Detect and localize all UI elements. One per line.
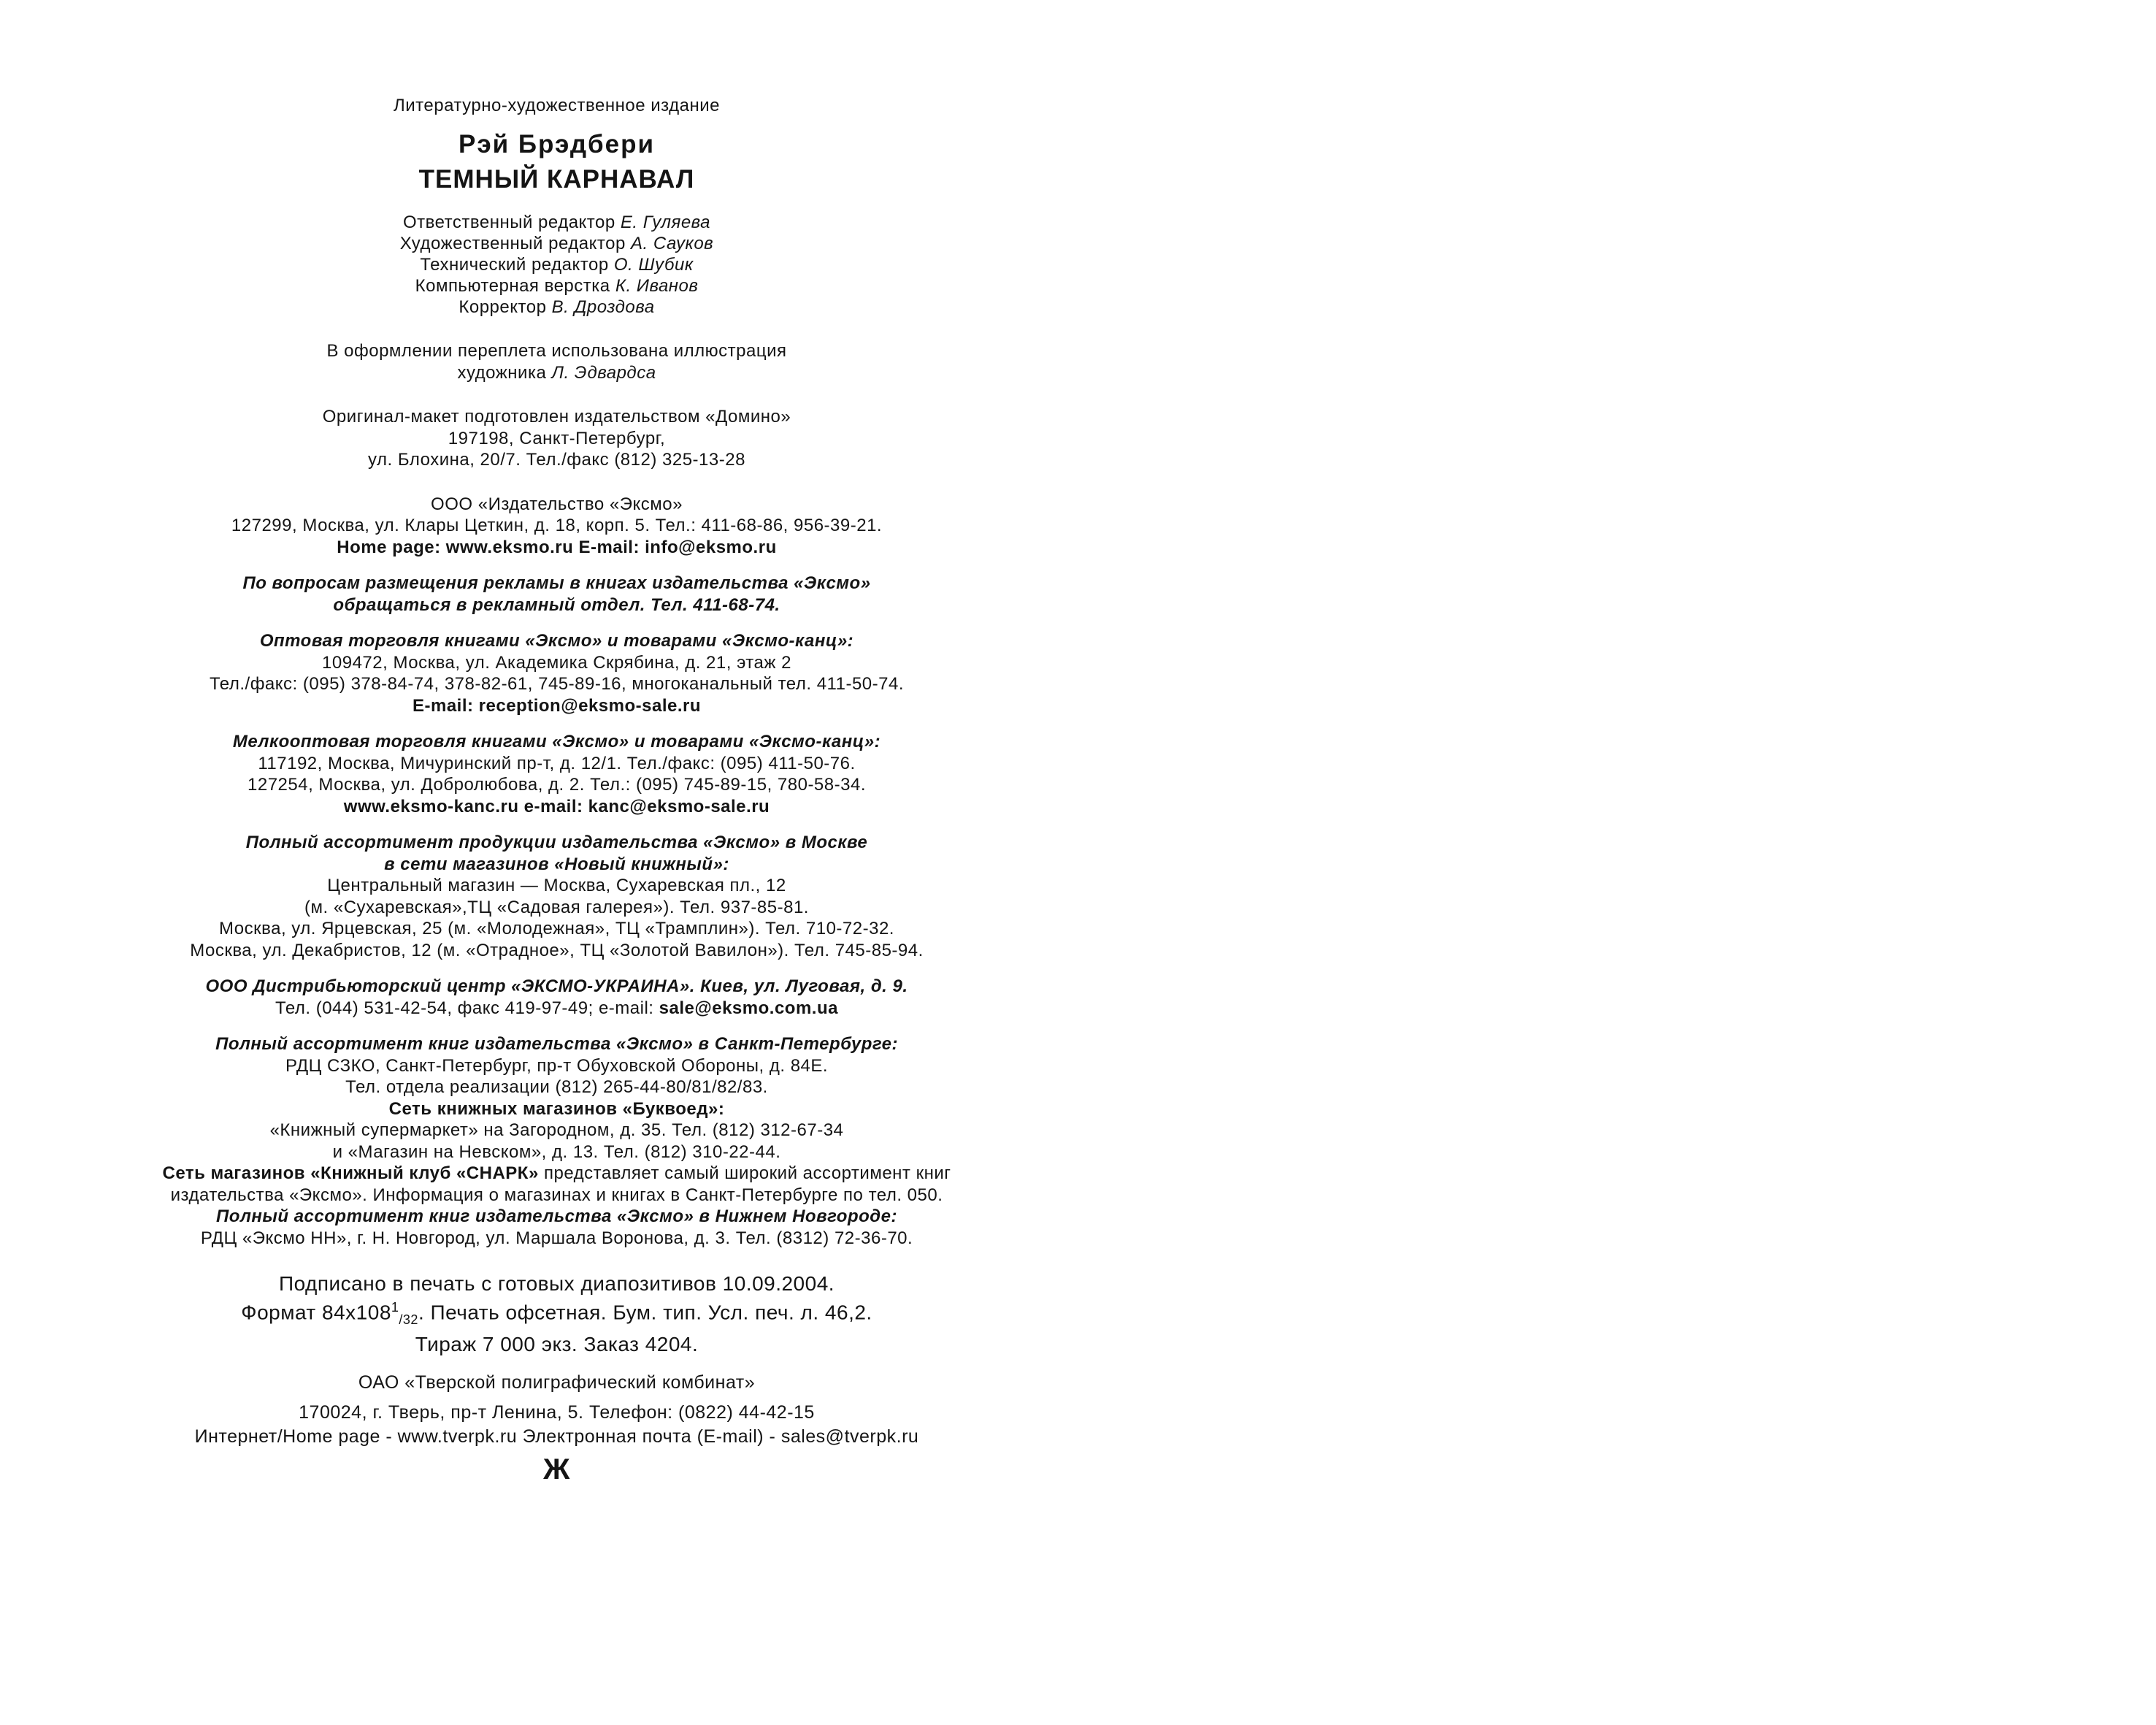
staff-row: Ответственный редактор Е. Гуляева (402, 213, 711, 232)
publisher-name: ООО «Издательство «Эксмо» (431, 494, 683, 514)
wholesale-email: E-mail: reception@eksmo-sale.ru (412, 695, 702, 716)
wholesale-block: Оптовая торговля книгами «Эксмо» и товарами «Эксмо-канц»: 109472, Москва, ул. Академика Скрябина, д. 21, этаж 2 Тел./факс: (095) 378-84-74, 378-82-61, 745-89-16, многоканальный тел. 411-50-74. E-mail: reception@eksmo-sale.ru (124, 630, 989, 716)
printer-block (124, 1371, 989, 1449)
ukraine-email: sale@eksmo.com.ua (659, 998, 838, 1018)
publisher-block (124, 494, 989, 559)
nnovgorod-heading: Полный ассортимент книг издательства «Эксмо» в Нижнем Новгороде: (216, 1206, 897, 1226)
cover-artist: Л. Эдвардса (551, 362, 656, 383)
printer-address: 170024, г. Тверь, пр-т Ленина, 5. Телефон: (0822) 44-42-15 (299, 1401, 815, 1423)
layout-credit: Оригинал-макет подготовлен издательством «Домино» 197198, Санкт-Петербург, ул. Блохина, 20/7. Тел./факс (812) 325-13-28 (322, 407, 791, 470)
edition-type: Литературно-художественное издание (394, 96, 720, 115)
ukraine-block: ООО Дистрибьюторский центр «ЭКСМО-УКРАИНА». Киев, ул. Луговая, д. 9. Тел. (044) 531-42-54, факс 419-97-49; e-mail: sale@eksmo.com.ua (124, 976, 989, 1019)
book-title: ТЕМНЫЙ КАРНАВАЛ (418, 165, 695, 194)
wholesale-heading: Оптовая торговля книгами «Эксмо» и товарами «Эксмо-канц»: (259, 631, 854, 651)
staff-row: Технический редактор О. Шубик (420, 255, 694, 275)
moscow-retail-block: Полный ассортимент продукции издательства «Эксмо» в Москве в сети магазинов «Новый книжный»: Центральный магазин — Москва, Сухаревская пл., 12 (м. «Сухаревская»,ТЦ «Садовая галерея»). Тел. 937-85-81. Москва, ул. Ярцевская, 25 (м. «Молодежная», ТЦ «Трамплин»). Тел. 710-72-32. Москва, ул. Декабристов, 12 (м. «Отрадное», ТЦ «Золотой Вавилон»). Тел. 745-85-94. (190, 833, 924, 960)
run-line: Тираж 7 000 экз. Заказ 4204. (415, 1332, 699, 1355)
staff-row: Художественный редактор А. Сауков (399, 234, 714, 253)
bukvoed-heading: Сеть книжных магазинов «Буквоед»: (388, 1098, 725, 1119)
small-wholesale-heading: Мелкооптовая торговля книгами «Эксмо» и товарами «Эксмо-канц»: (232, 732, 881, 751)
small-wholesale-block: Мелкооптовая торговля книгами «Эксмо» и товарами «Эксмо-канц»: 117192, Москва, Мичуринский пр-т, д. 12/1. Тел./факс: (095) 411-50-76. 127254, Москва, ул. Добролюбова, д. 2. Тел.: (095) 745-89-15, 780-58-34. www.eksmo-kanc.ru e-mail: kanc@eksmo-sale.ru (124, 731, 989, 817)
publisher-web: Home page: www.eksmo.ru E-mail: info@eksmo.ru (337, 537, 777, 557)
ukraine-heading: ООО Дистрибьюторский центр «ЭКСМО-УКРАИНА». Киев, ул. Луговая, д. 9. (205, 976, 908, 996)
printer-logo-icon: Ж (543, 1453, 570, 1485)
snark-line: Сеть магазинов «Книжный клуб «СНАРК» представляет самый широкий ассортимент книг (162, 1163, 951, 1183)
spb-heading: Полный ассортимент книг издательства «Эксмо» в Санкт-Петербурге: (215, 1034, 898, 1054)
spb-block: Полный ассортимент книг издательства «Эксмо» в Санкт-Петербурге: РДЦ СЗКО, Санкт-Петербург, пр-т Обуховской Обороны, д. 84Е. Тел. отдела реализации (812) 265-44-80/81/82/83. Сеть книжных магазинов «Буквоед»: «Книжный супермаркет» на Загородном, д. 35. Тел. (812) 312-67-34 и «Магазин на Невском», д. 13. Тел. (812) 310-22-44. Сеть магазинов «Книжный клуб «СНАРК» представляет самый широкий ассортимент книг издательства «Эксмо». Информация о магазинах и книгах в Санкт-Петербурге по тел. 050. (124, 1033, 989, 1206)
signed-line: Подписано в печать с готовых диапозитивов 10.09.2004. (278, 1272, 835, 1295)
nnovgorod-block: Полный ассортимент книг издательства «Эксмо» в Нижнем Новгороде: РДЦ «Эксмо НН», г. Н. Новгород, ул. Маршала Воронова, д. 3. Тел. (8312) 72-36-70. (124, 1206, 989, 1249)
author-name: Рэй Брэдбери (458, 130, 656, 158)
print-data-block (124, 1271, 989, 1356)
staff-row: Корректор В. Дроздова (459, 297, 655, 317)
format-line: Формат $84x108^1_{/32}$. Печать офсетная. Бум. тип. Усл. печ. л. 46,2. (241, 1300, 872, 1327)
cover-credit: В оформлении переплета использована иллюстрация художника Л. Эдвардса (326, 341, 787, 383)
printer-name: ОАО «Тверской полиграфический комбинат» (358, 1372, 756, 1393)
printer-web: Интернет/Home page - www.tverpk.ru Электронная почта (E-mail) - sales@tverpk.ru (194, 1426, 919, 1447)
staff-list (124, 212, 989, 318)
imprint-page (124, 95, 989, 1485)
ads-note: По вопросам размещения рекламы в книгах издательства «Эксмо» обращаться в рекламный отдел. Тел. 411-68-74. (242, 573, 871, 615)
publisher-address: 127299, Москва, ул. Клары Цеткин, д. 18, корп. 5. Тел.: 411-68-86, 956-39-21. (231, 516, 883, 535)
staff-row: Компьютерная верстка К. Иванов (415, 276, 699, 296)
small-wholesale-web: www.eksmo-kanc.ru e-mail: kanc@eksmo-sale.ru (343, 796, 770, 816)
